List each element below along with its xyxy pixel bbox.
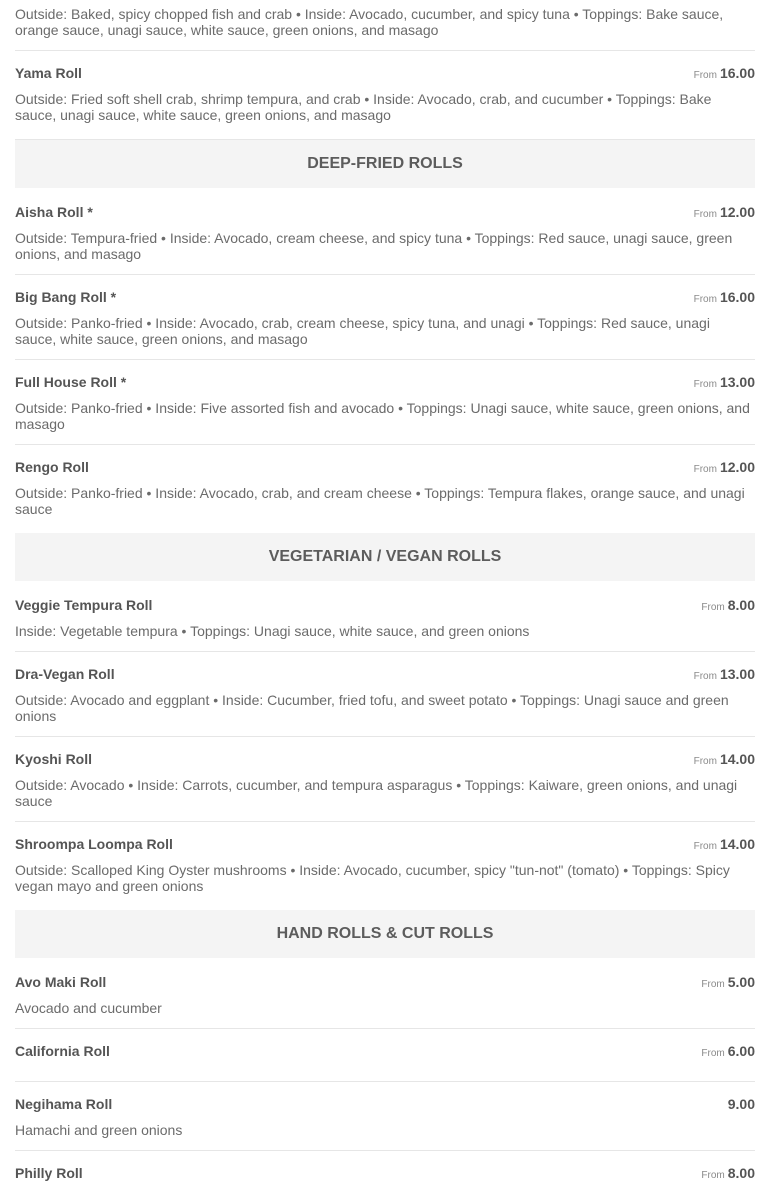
price-value: 9.00 xyxy=(727,1096,755,1112)
price-value: 8.00 xyxy=(727,597,755,613)
item-price xyxy=(728,1096,755,1114)
price-value: 6.00 xyxy=(727,1043,755,1059)
price-from-label: From xyxy=(701,602,725,613)
menu-item[interactable] xyxy=(15,1082,755,1151)
price-value: 13.00 xyxy=(719,374,755,390)
menu-item[interactable] xyxy=(15,445,755,533)
section-header-hand-cut: HAND ROLLS & CUT ROLLS xyxy=(15,910,755,958)
item-name: Full House Roll * xyxy=(15,374,127,390)
price-value: 12.00 xyxy=(719,204,755,220)
item-name: Rengo Roll xyxy=(15,459,89,475)
price-from-label: From xyxy=(693,209,717,220)
item-price xyxy=(694,204,755,222)
price-from-label: From xyxy=(693,756,717,767)
menu-item[interactable] xyxy=(15,822,755,910)
item-description: Inside: Vegetable tempura • Toppings: Unagi sauce, white sauce, and green onions xyxy=(15,623,530,639)
item-price xyxy=(694,666,755,684)
item-description: Outside: Panko-fried • Inside: Avocado, crab, and cream cheese • Toppings: Tempura flakes, orange sauce, and unagi sauce xyxy=(15,485,745,517)
price-from-label: From xyxy=(693,841,717,852)
item-description: Outside: Avocado • Inside: Carrots, cucumber, and tempura asparagus • Toppings: Kaiware, green onions, and unagi sauce xyxy=(15,777,738,809)
price-value: 13.00 xyxy=(719,666,755,682)
menu-item[interactable] xyxy=(15,737,755,822)
price-from-label: From xyxy=(701,1048,725,1059)
item-name: Aisha Roll * xyxy=(15,204,93,220)
price-from-label: From xyxy=(693,671,717,682)
item-description: Outside: Tempura-fried • Inside: Avocado, cream cheese, and spicy tuna • Toppings: Red sauce, unagi sauce, green onions, and masago xyxy=(15,230,733,262)
price-value: 14.00 xyxy=(719,836,755,852)
price-value: 8.00 xyxy=(727,1165,755,1181)
price-from-label: From xyxy=(693,70,717,81)
item-price xyxy=(694,65,755,83)
item-price xyxy=(694,289,755,307)
item-price xyxy=(701,1043,755,1061)
item-name: Shroompa Loompa Roll xyxy=(15,836,173,852)
item-name: Veggie Tempura Roll xyxy=(15,597,153,613)
price-value: 5.00 xyxy=(727,974,755,990)
item-price xyxy=(694,459,755,477)
item-price xyxy=(701,597,755,615)
item-description: Outside: Avocado and eggplant • Inside: Cucumber, fried tofu, and sweet potato • Toppings: Unagi sauce and green onions xyxy=(15,692,729,724)
menu-item[interactable] xyxy=(15,958,755,1029)
item-price xyxy=(701,1165,755,1183)
price-from-label: From xyxy=(693,464,717,475)
menu-item[interactable] xyxy=(15,0,755,51)
item-name: California Roll xyxy=(15,1043,110,1059)
item-description: Outside: Scalloped King Oyster mushrooms • Inside: Avocado, cucumber, spicy "tun-not" (tomato) • Toppings: Spicy vegan mayo and green onions xyxy=(15,862,730,894)
menu-item[interactable] xyxy=(15,652,755,737)
item-price xyxy=(694,836,755,854)
price-from-label: From xyxy=(701,1170,725,1181)
item-name: Yama Roll xyxy=(15,65,82,81)
menu-item[interactable] xyxy=(15,188,755,275)
item-description: Hamachi and green onions xyxy=(15,1122,183,1138)
item-description: Outside: Fried soft shell crab, shrimp tempura, and crab • Inside: Avocado, crab, and cucumber • Toppings: Bake sauce, unagi sauce, white sauce, green onions, and masago xyxy=(15,91,712,123)
item-name: Philly Roll xyxy=(15,1165,83,1181)
item-description: Outside: Panko-fried • Inside: Avocado, crab, cream cheese, spicy tuna, and unagi • Toppings: Red sauce, unagi sauce, white sauce, green onions, and masago xyxy=(15,315,710,347)
menu-item[interactable] xyxy=(15,581,755,652)
item-name: Avo Maki Roll xyxy=(15,974,107,990)
menu-item[interactable] xyxy=(15,275,755,360)
price-from-label: From xyxy=(693,379,717,390)
section-header-vegetarian: VEGETARIAN / VEGAN ROLLS xyxy=(15,533,755,581)
section-header-deep-fried: DEEP-FRIED ROLLS xyxy=(15,140,755,188)
menu-item[interactable] xyxy=(15,360,755,445)
item-description: Outside: Baked, spicy chopped fish and crab • Inside: Avocado, cucumber, and spicy tuna • Toppings: Bake sauce, orange sauce, unagi sauce, white sauce, green onions, and masago xyxy=(15,6,724,38)
price-from-label: From xyxy=(693,294,717,305)
menu-item[interactable] xyxy=(15,1151,755,1195)
item-description: Avocado and cucumber xyxy=(15,1000,162,1016)
item-price xyxy=(701,974,755,992)
menu-item-yama-roll[interactable] xyxy=(15,51,755,140)
item-price xyxy=(694,374,755,392)
price-value: 16.00 xyxy=(719,65,755,81)
price-value: 16.00 xyxy=(719,289,755,305)
price-from-label: From xyxy=(701,979,725,990)
menu-item[interactable] xyxy=(15,1029,755,1082)
price-value: 12.00 xyxy=(719,459,755,475)
price-value: 14.00 xyxy=(719,751,755,767)
item-name: Dra-Vegan Roll xyxy=(15,666,115,682)
item-description: Outside: Panko-fried • Inside: Five assorted fish and avocado • Toppings: Unagi sauce, white sauce, green onions, and masago xyxy=(15,400,750,432)
item-name: Negihama Roll xyxy=(15,1096,113,1112)
item-price xyxy=(694,751,755,769)
item-name: Big Bang Roll * xyxy=(15,289,117,305)
item-name: Kyoshi Roll xyxy=(15,751,93,767)
